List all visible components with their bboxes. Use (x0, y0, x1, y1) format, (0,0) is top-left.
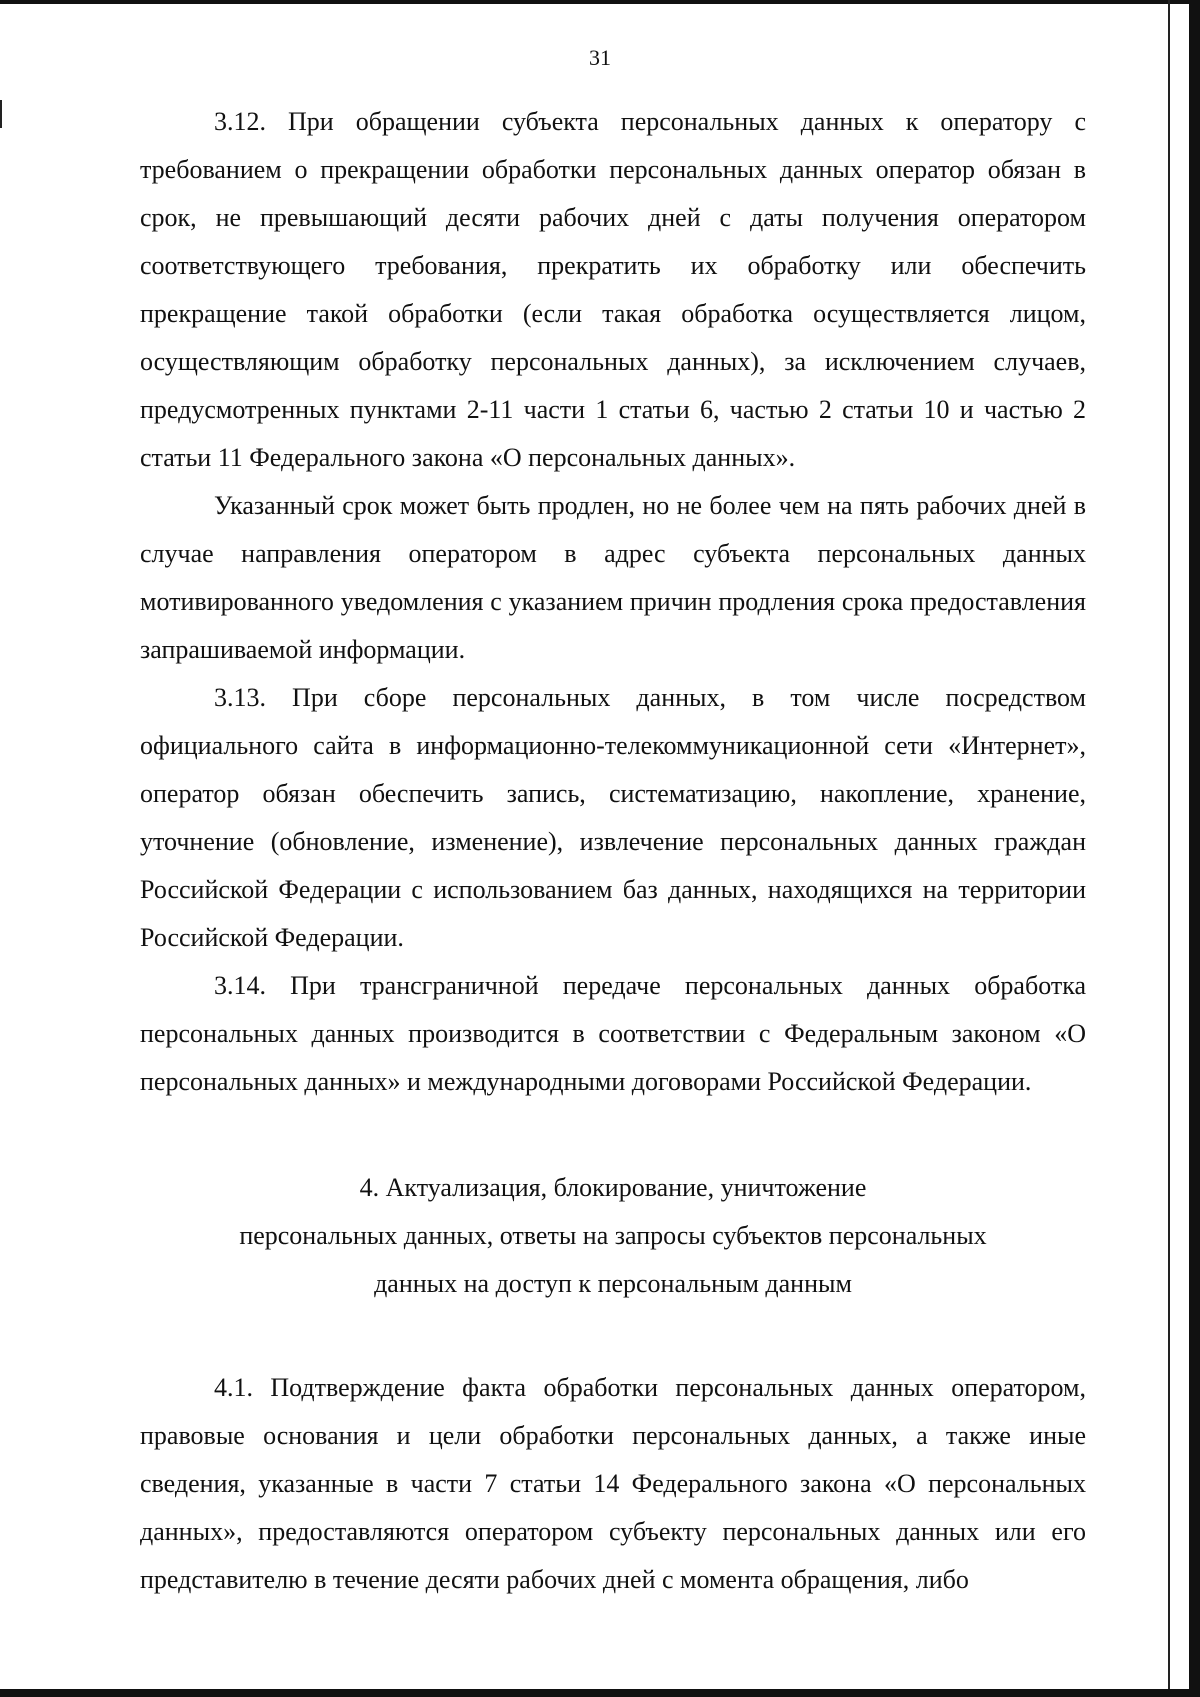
section-4-heading-line-1: 4. Актуализация, блокирование, уничтожение (359, 1173, 867, 1202)
paragraph-3-12-extension: Указанный срок может быть продлен, но не более чем на пять рабочих дней в случае направления оператором в адрес субъекта персональных данных мотивированного уведомления с указанием причин продления срока предоставления запрашиваемой информации. (140, 491, 1086, 664)
scan-border-right (1189, 0, 1200, 1697)
scan-border-bottom (0, 1689, 1200, 1697)
scan-border-top (0, 0, 1200, 4)
scan-margin-mark (0, 100, 2, 128)
page-body (140, 98, 1086, 1604)
paragraph-4-1: 4.1. Подтверждение факта обработки персональных данных оператором, правовые основания и цели обработки персональных данных, а также иные сведения, указанные в части 7 статьи 14 Федерального закона «О персональных данных», предоставляются оператором субъекту персональных данных или его представителю в течение десяти рабочих дней с момента обращения, либо (140, 1373, 1086, 1594)
section-4-heading-line-3: данных на доступ к персональным данным (374, 1269, 852, 1298)
page-number: 31 (589, 45, 611, 70)
paragraph-3-12: 3.12. При обращении субъекта персональных данных к оператору с требованием о прекращении обработки персональных данных оператор обязан в срок, не превышающий десяти рабочих дней с даты получения оператором соответствующего требования, прекратить их обработку или обеспечить прекращение такой обработки (если такая обработка осуществляется лицом, осуществляющим обработку персональных данных), за исключением случаев, предусмотренных пунктами 2-11 части 1 статьи 6, частью 2 статьи 10 и частью 2 статьи 11 Федерального закона «О персональных данных». (140, 107, 1086, 472)
scan-edge-line (1168, 0, 1170, 1697)
paragraph-3-14: 3.14. При трансграничной передаче персональных данных обработка персональных данных производится в соответствии с Федеральным законом «О персональных данных» и международными договорами Российской Федерации. (140, 971, 1086, 1096)
section-4-heading (140, 1164, 1086, 1308)
paragraph-3-13: 3.13. При сборе персональных данных, в том числе посредством официального сайта в информационно-телекоммуникационной сети «Интернет», оператор обязан обеспечить запись, систематизацию, накопление, хранение, уточнение (обновление, изменение), извлечение персональных данных граждан Российской Федерации с использованием баз данных, находящихся на территории Российской Федерации. (140, 683, 1086, 952)
section-4-heading-line-2: персональных данных, ответы на запросы субъектов персональных (239, 1221, 987, 1250)
